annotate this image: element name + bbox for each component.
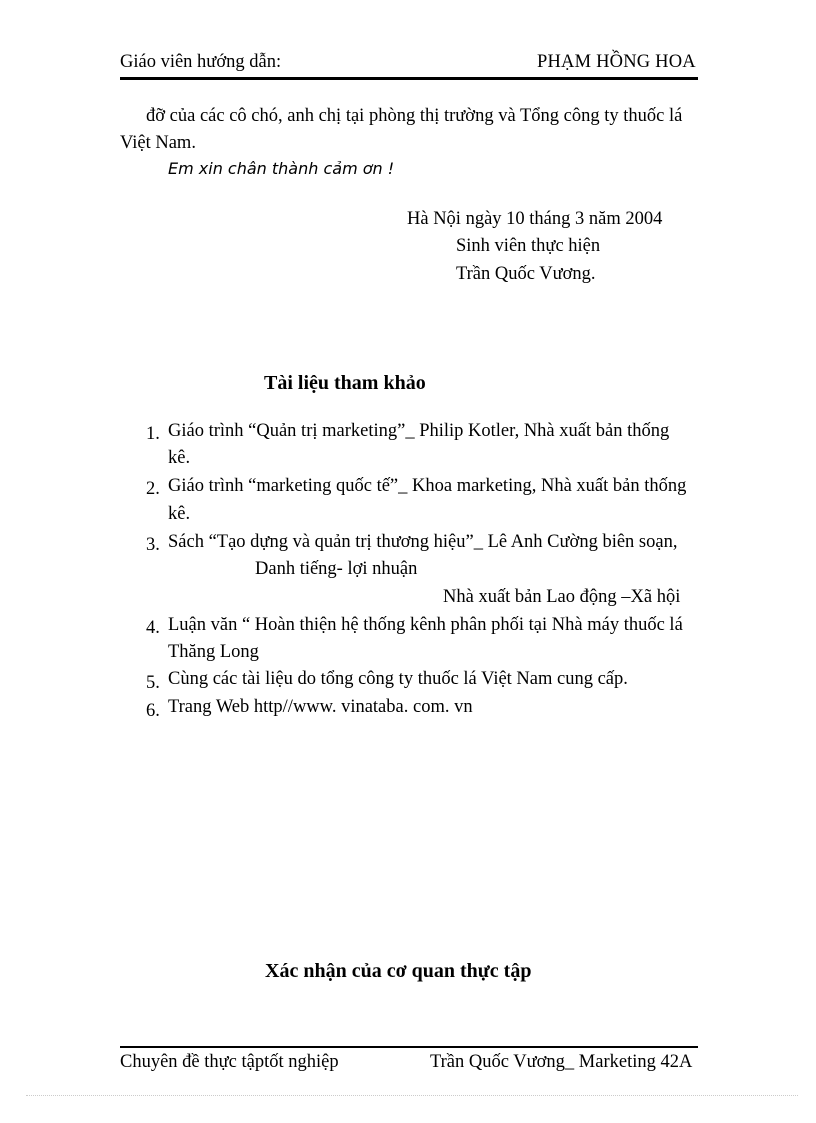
footer-topic: Chuyên đề thực tậptốt nghiệp bbox=[120, 1052, 339, 1072]
reference-2-line-1: Giáo trình “marketing quốc tế”_ Khoa marketing, Nhà xuất bản thống bbox=[168, 476, 687, 496]
reference-1-line-2: kê. bbox=[168, 448, 191, 468]
reference-number-1: 1. bbox=[146, 424, 160, 444]
signature-date: Hà Nội ngày 10 tháng 3 năm 2004 bbox=[407, 209, 663, 229]
reference-3-line-1: Sách “Tạo dựng và quản trị thương hiệu”_ Lê Anh Cường biên soạn, bbox=[168, 532, 678, 552]
reference-number-3: 3. bbox=[146, 535, 160, 555]
reference-number-6: 6. bbox=[146, 701, 160, 721]
reference-4-line-2: Thăng Long bbox=[168, 642, 259, 662]
header-advisor-label: Giáo viên hướng dẫn: bbox=[120, 52, 282, 72]
body-line-1: đỡ của các cô chó, anh chị tại phòng thị trường và Tổng công ty thuốc lá bbox=[146, 106, 683, 126]
body-line-2: Việt Nam. bbox=[120, 133, 196, 153]
reference-number-2: 2. bbox=[146, 479, 160, 499]
footer-rule bbox=[120, 1046, 698, 1048]
reference-4-line-1: Luận văn “ Hoàn thiện hệ thống kênh phân phối tại Nhà máy thuốc lá bbox=[168, 615, 683, 635]
reference-3-line-2: Danh tiếng- lợi nhuận bbox=[255, 559, 418, 579]
reference-number-5: 5. bbox=[146, 673, 160, 693]
signature-role: Sinh viên thực hiện bbox=[456, 236, 601, 256]
signature-name: Trần Quốc Vương. bbox=[456, 264, 596, 284]
thanks-note: Em xin chân thành cảm ơn ! bbox=[168, 159, 395, 178]
header-advisor-name: PHẠM HỒNG HOA bbox=[537, 52, 696, 72]
header-rule bbox=[120, 77, 698, 80]
reference-1-line-1: Giáo trình “Quản trị marketing”_ Philip Kotler, Nhà xuất bản thống bbox=[168, 421, 670, 441]
reference-2-line-2: kê. bbox=[168, 504, 191, 524]
reference-5-line-1: Cùng các tài liệu do tổng công ty thuốc lá Việt Nam cung cấp. bbox=[168, 669, 628, 689]
references-heading: Tài liệu tham khảo bbox=[264, 372, 426, 394]
reference-6-line-1: Trang Web http//www. vinataba. com. vn bbox=[168, 697, 473, 717]
reference-number-4: 4. bbox=[146, 618, 160, 638]
page-boundary-line bbox=[26, 1095, 798, 1096]
confirmation-heading: Xác nhận của cơ quan thực tập bbox=[265, 960, 532, 982]
footer-author: Trần Quốc Vương_ Marketing 42A bbox=[430, 1052, 693, 1072]
reference-3-line-3: Nhà xuất bản Lao động –Xã hội bbox=[443, 587, 681, 607]
